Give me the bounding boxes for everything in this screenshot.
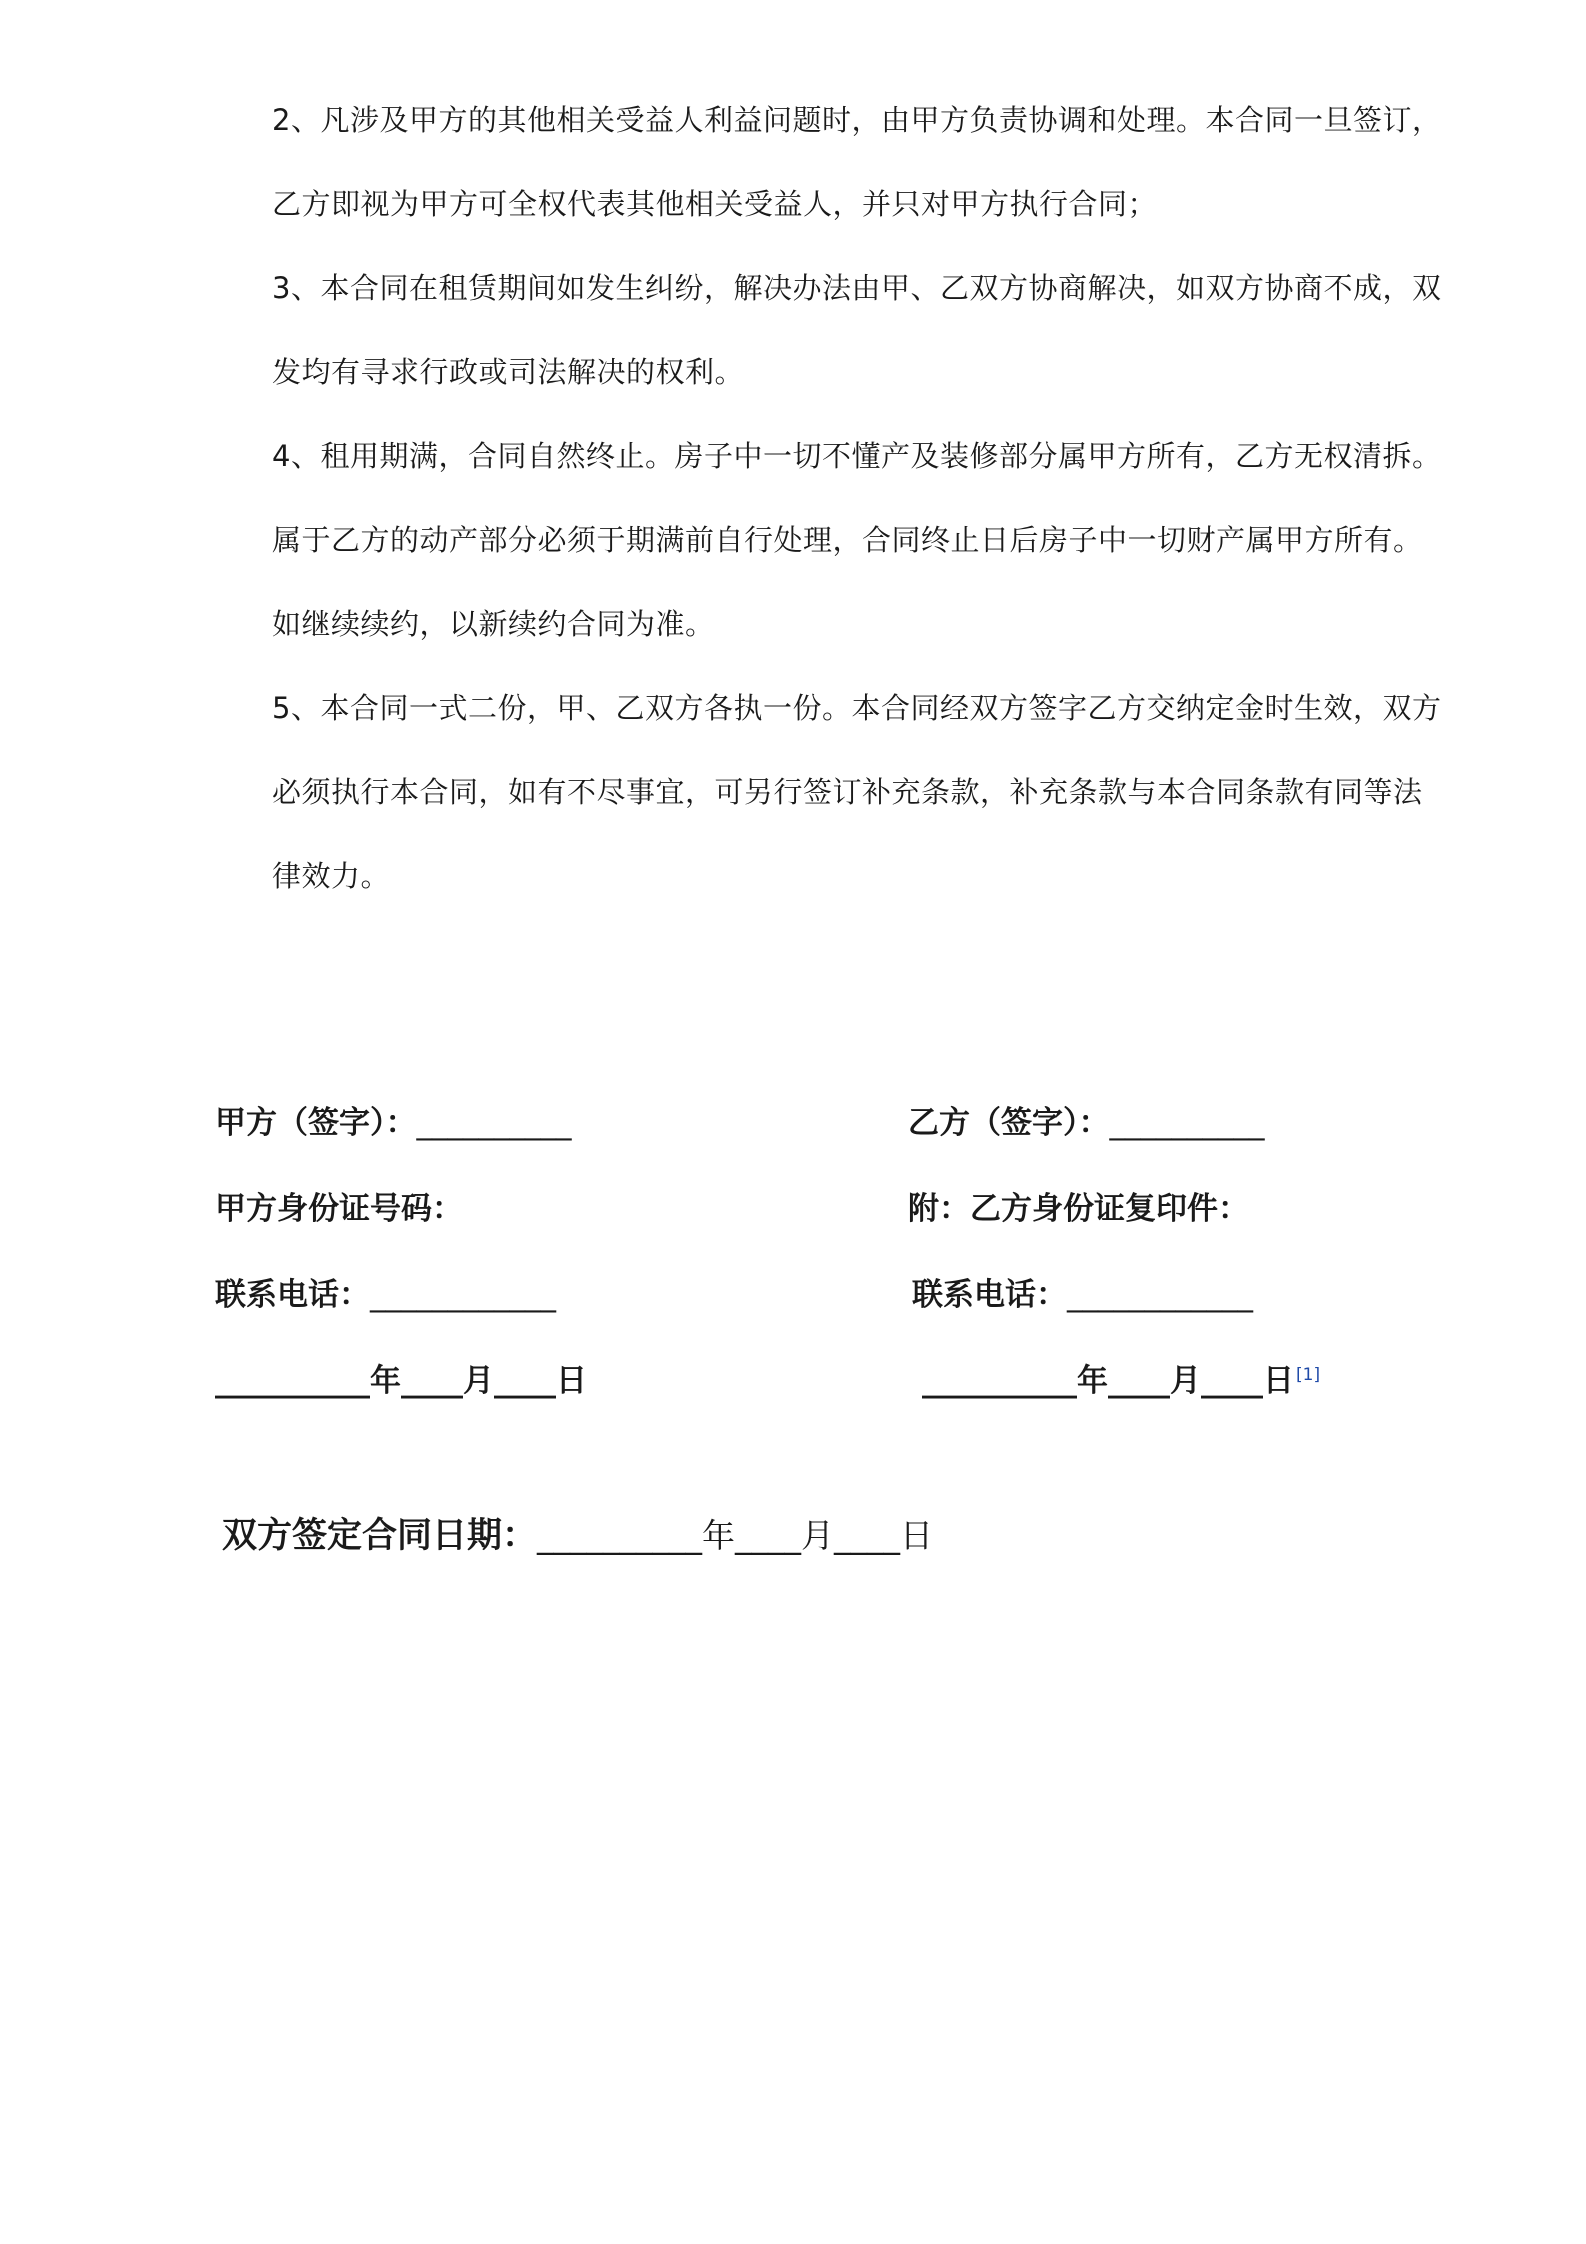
party-a-date: __________年____月____日 <box>215 1363 587 1399</box>
clause-3: 3、本合同在租赁期间如发生纠纷，解决办法由甲、乙双方协商解决，如双方协商不成，双发均有寻求行政或司法解决的权利。 <box>272 271 1442 389</box>
party-b-signature <box>908 1097 1265 1142</box>
party-a-phone-label: 联系电话： <box>215 1277 370 1313</box>
party-b-phone <box>912 1269 1253 1314</box>
clause-2: 2、凡涉及甲方的其他相关受益人利益问题时，由甲方负责协调和处理。本合同一旦签订，乙方即视为甲方可全权代表其他相关受益人，并只对甲方执行合同； <box>272 103 1442 221</box>
signing-date-blank: __________年____月____日 <box>537 1516 934 1555</box>
party-b-signature-blank: __________ <box>1109 1105 1265 1141</box>
party-b-phone-label: 联系电话： <box>912 1277 1067 1313</box>
party-a-phone <box>215 1269 556 1314</box>
clause-5: 5、本合同一式二份，甲、乙双方各执一份。本合同经双方签字乙方交纳定金时生效，双方必须执行本合同，如有不尽事宜，可另行签订补充条款，补充条款与本合同条款有同等法律效力。 <box>272 691 1442 893</box>
party-a-signature <box>215 1097 572 1142</box>
party-a-id-number: 甲方身份证号码： <box>215 1191 463 1227</box>
party-a-signature-blank: __________ <box>416 1105 572 1141</box>
signing-date-label: 双方签定合同日期： <box>222 1516 538 1556</box>
party-b-signature-label: 乙方（签字）： <box>908 1105 1110 1141</box>
footnote-link[interactable]: [1] <box>1296 1364 1321 1385</box>
signing-date <box>222 1508 933 1558</box>
party-b-id-copy: 附：乙方身份证复印件： <box>908 1191 1249 1227</box>
clause-4: 4、租用期满，合同自然终止。房子中一切不懂产及装修部分属甲方所有，乙方无权清拆。属于乙方的动产部分必须于期满前自行处理，合同终止日后房子中一切财产属甲方所有。如继续续约，以新续约合同为准。 <box>272 439 1442 641</box>
party-a-signature-label: 甲方（签字）： <box>215 1105 417 1141</box>
party-b-phone-blank: ____________ <box>1067 1277 1253 1313</box>
party-a-phone-blank: ____________ <box>370 1277 556 1313</box>
party-b-date <box>922 1355 1320 1400</box>
party-b-date-text: __________年____月____日 <box>922 1363 1294 1399</box>
